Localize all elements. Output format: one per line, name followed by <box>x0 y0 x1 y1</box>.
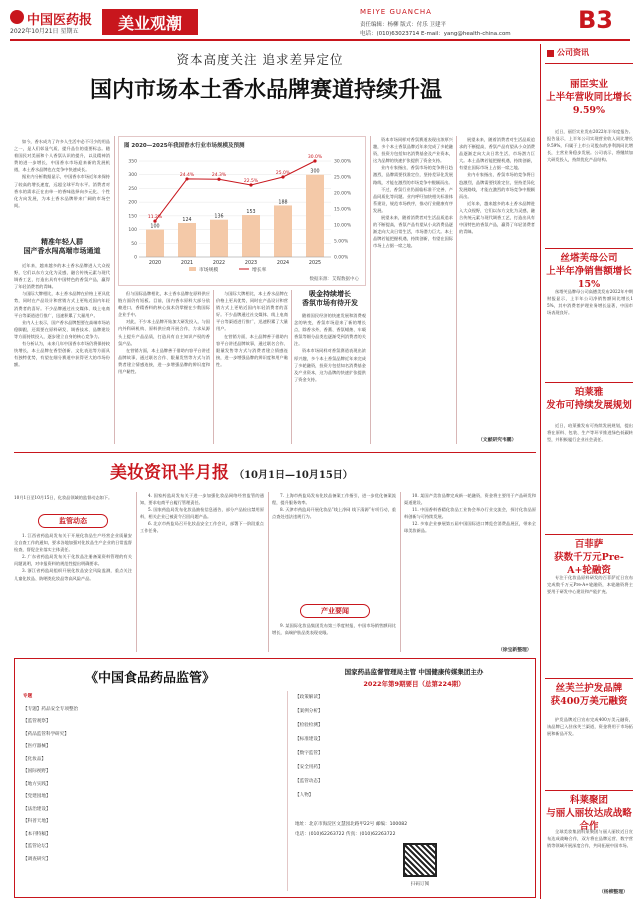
rate-value-label: 24.3% <box>211 173 227 179</box>
chart-box <box>118 136 366 286</box>
rate-value-label: 25.0% <box>275 171 291 176</box>
paragraph: 资本市场同样对香氛赛道表现出浓厚兴趣，多个本土香氛品牌近年来完成了多轮融资，投资方包括知名消费基金及产业资本，这为品牌的快速扩张提供了资金支持。 <box>373 137 453 164</box>
ad-item: 【调查研究】 <box>23 856 51 862</box>
semimonthly-col1 <box>14 532 132 652</box>
column-rule <box>268 492 269 652</box>
sidebar-item-body: 护发品牌近日宣布完成400万美元融资，该品牌已入驻丝芙兰渠道，资金将用于市场拓展和新品开发。 <box>547 717 633 737</box>
news-item: 3. 浙江省药监局组织开展化妆品安全风险监测，重点关注儿童化妆品、防晒类化妆品等高风险产品。 <box>14 568 132 581</box>
news-item: 9. 某国际化妆品集团发布第三季度财报，中国市场销售额同比增长，高端护肤品类表现亮眼。 <box>272 623 396 636</box>
sidebar-rule <box>545 678 633 679</box>
chart-title: 图 2020—2025年我国香水行业市场规模及预测 <box>124 143 245 149</box>
news-item: 8. 天津市药监局开展化妆品“线上净网 线下清源”专项行动，重点查处违法违规行为。 <box>272 507 396 520</box>
section-banner <box>102 9 198 35</box>
semimonthly-col2 <box>140 492 264 652</box>
chart-bar <box>274 205 292 257</box>
x-tick-label: 2022 <box>212 261 226 266</box>
y-tick-label: 150 <box>128 214 137 220</box>
sidebar-footer: （杨柳整理） <box>599 890 628 895</box>
subheading-line: 精准年轻人群 国产香水闯高端市场通道 <box>23 238 101 255</box>
sidebar-item-title: 丽臣实业 上半年营收同比增长9.59% <box>546 79 632 116</box>
sidebar-rule <box>545 534 633 535</box>
column-rule <box>213 290 214 444</box>
editor-line: 责任编辑：杨柳 版式：付乐 卫建平 <box>360 22 446 28</box>
sidebar-item-body: 专注于化妆品原料研发的百菲萨近日宣布完成数千万元Pre-A+轮融资，本轮融资将主要用于研发中心建设和产能扩充。 <box>547 575 633 595</box>
sidebar-item-body: 丝塔芙品牌母公司高德美发布2022年中期财报显示，上半年公司净销售额同比增长15%，其中消费者护理业务增长显著，中国市场表现良好。 <box>547 289 633 316</box>
lead-body-col2 <box>118 290 210 442</box>
y2-tick-label: 10.00% <box>334 223 352 229</box>
y2-tick-label: 5.00% <box>334 239 349 245</box>
meiye-en: MEIYE GUANCHA <box>360 8 432 16</box>
chart-bar <box>242 215 260 257</box>
paragraph: 业内人士表示，国产香水品牌想要在高端市场站稳脚跟，还需要在原料研发、调香技术、品牌建设等方面持续投入，逐步建立自身的核心竞争力。 <box>14 319 110 339</box>
chart-bar <box>178 223 196 257</box>
ad-item: 【监管观察】 <box>23 719 51 724</box>
column-rule <box>114 136 115 444</box>
y-tick-label: 50 <box>131 241 137 247</box>
chart-bar <box>146 230 164 257</box>
bar-value-label: 188 <box>278 200 288 206</box>
ad-item: 【地方实践】 <box>23 781 51 787</box>
rate-value-label: 22.5% <box>243 179 259 184</box>
ad-item: 【专题】药品安全专项整治 <box>23 706 79 712</box>
date-line: 2022年10月21日 星期五 <box>10 28 79 35</box>
semimonthly-header <box>110 458 440 486</box>
ad-issue: 2022年第9期要目（总第224期） <box>363 680 465 688</box>
ad-item: 【本刊特稿】 <box>23 831 51 837</box>
column-rule <box>400 492 401 652</box>
column-rule <box>291 290 292 444</box>
ad-item: 【数字监管】 <box>295 751 323 756</box>
x-tick-label: 2023 <box>244 261 258 266</box>
y-tick-label: 0 <box>134 255 137 261</box>
lead-body-col4 <box>294 312 366 442</box>
sidebar-item-title: 丝塔芙母公司 上半年净销售额增长15% <box>546 253 632 290</box>
column-rule <box>370 136 371 444</box>
ad-right-list <box>295 691 529 811</box>
x-tick-label: 2024 <box>276 261 290 266</box>
lead-body-col1b <box>14 262 110 442</box>
sidebar-item-title: 科莱聚团 与丽人丽妆达成战略合作 <box>546 795 632 832</box>
ad-item: 【党建园地】 <box>23 794 51 799</box>
ad-item: 【医疗器械】 <box>23 744 51 749</box>
semimonthly-footer: （徐宝新整理） <box>498 648 532 653</box>
news-item: 11. 中国香料香精化妆品工业协会举办行业交流会，探讨化妆品原料创新与可持续发展。 <box>404 507 536 520</box>
journal-ad <box>14 658 536 898</box>
paper-emblem-icon <box>10 10 24 24</box>
phone-line: 电话：(010)63023714 E-mail：yang@health-china.com <box>360 31 511 37</box>
x-tick-label: 2020 <box>148 261 162 266</box>
bar-value-label: 124 <box>182 217 192 223</box>
y-tick-label: 350 <box>128 159 137 165</box>
ad-item: 【法治建设】 <box>23 806 51 812</box>
ad-item: 【人物】 <box>295 793 314 798</box>
ad-divider <box>287 691 288 891</box>
lead-kicker: 资本高度关注 追求差异定位 <box>176 52 344 67</box>
x-tick-label: 2025 <box>308 261 322 266</box>
ad-item: 【检验检测】 <box>295 723 323 728</box>
sidebar-item-body: 近日，丽臣实业发布2022年半年度报告。报告显示，上半年公司实现营业收入同比增长9.59%，归属于上市公司股东的净利润同比增长，主营业务稳步发展。公司表示，将继续加大研发投入，持续优化产品结构。 <box>547 129 633 163</box>
ad-item: 【标准建设】 <box>295 737 323 742</box>
chart-bar <box>306 175 324 257</box>
ad-qr-caption: 扫码订阅 <box>410 882 430 887</box>
y2-tick-label: 20.00% <box>334 191 352 197</box>
bar-value-label: 300 <box>310 169 320 175</box>
rate-value-label: 24.4% <box>179 172 195 178</box>
paragraph: 随着国民经济的快速发展和消费观念的转变，香氛市场迎来了新的增长点，除香水外，香薰、香氛蜡烛、车载香氛等细分品类也逐渐受到消费者的关注。 <box>294 313 366 347</box>
ad-item: 【化妆品】 <box>23 756 46 762</box>
sidebar <box>540 44 636 899</box>
ad-item: 【安全用药】 <box>295 765 323 770</box>
y2-tick-label: 0.00% <box>334 255 349 261</box>
ad-contact: 地址：北京市海淀区文慧园北路甲22号 邮编：100082 <box>295 822 408 827</box>
ad-item: 【案例分析】 <box>295 709 323 714</box>
paragraph: 有分析认为，未来几年中国香水市场仍将保持较快增长，本土品牌在香型创新、文化表达等方面具有独特优势，有望在细分赛道中获得更大的市场份额。 <box>14 341 110 368</box>
column-rule <box>136 492 137 652</box>
masthead-rule <box>10 39 630 41</box>
legend-swatch-bar <box>189 267 196 271</box>
ad-item: 【药品监管科学研究】 <box>23 731 69 737</box>
legend-label: 市场规模 <box>199 268 219 273</box>
news-item: 4. 国家药监局发布关于进一步加强化妆品网络经营监管的通知，要求电商平台履行管理责任。 <box>140 493 264 506</box>
chart-svg <box>119 149 365 285</box>
section-name: 美业观潮 <box>117 14 182 33</box>
bar-value-label: 100 <box>150 224 160 230</box>
sidebar-item-title: 珀莱雅 发布可持续发展规划 <box>546 387 632 411</box>
paragraph: 近年来，越来越多的本土香水品牌进入大众视野，它们以东方文化为灵感，融合传统元素与现代调香工艺，打造出具有中国特色的香氛产品，赢得了年轻消费者的青睐。 <box>459 200 535 235</box>
semimonthly-col4 <box>404 492 536 646</box>
paragraph: 与国际大牌相比，本土香水品牌在价格上更具优势，同时在产品设计和营销方式上更贴近国内年轻消费者的喜好。不少品牌通过社交媒体、线上电商平台等渠道进行推广，迅速积累了大量用户。 <box>216 291 288 332</box>
ad-subtitle: 国家药品监督管理局主管 中国健康传媒集团主办 <box>344 668 484 676</box>
semimonthly-col3 <box>272 492 396 600</box>
bar-value-label: 136 <box>214 214 224 220</box>
sidebar-item-body: 近日，珀莱雅发布可持续发展规划，提出将在原料、包装、生产等环节推进绿色低碳转型，并积极履行企业社会责任。 <box>547 423 633 443</box>
chart-source: 数据来源：艾媒数据中心 <box>309 277 359 282</box>
paragraph: 展望未来，随着消费者对生活品质追求的不断提高，香氛产品有望从小众消费品逐渐走向大众日常生活，市场潜力巨大。本土品牌若能把握机遇，持续创新，有望在国际市场上占据一席之地。 <box>459 137 535 171</box>
masthead <box>0 0 640 44</box>
sidebar-item-title: 丝芙兰护发品牌 获400万美元融资 <box>550 683 628 707</box>
tag-label: 监管动态 <box>59 517 87 525</box>
news-item: 10. 某国产美妆品牌完成新一轮融资，资金将主要用于产品研发和渠道建设。 <box>404 493 536 506</box>
y2-tick-label: 15.00% <box>334 207 352 213</box>
lead-subheading-2 <box>294 290 366 308</box>
article-footer: （文献研究韦鹏） <box>478 438 517 443</box>
ad-phone: 电话：(010)62263722 传真：(010)62263722 <box>295 832 396 837</box>
paragraph: 在营销方面，本土品牌善于借助内容平台讲述品牌故事，通过联名合作、限量发售等方式与消费者建立情感连接，进一步增强品牌的辨识度和用户黏性。 <box>118 347 210 375</box>
ad-item: 【科普天地】 <box>23 819 51 824</box>
paragraph: 不过，香氛行业仍面临标准不完善、产品同质化等问题。业内呼吁加快相关标准体系建设，规范市场秩序，推动行业健康有序发展。 <box>373 186 453 213</box>
news-item: 12. 多家企业参展第五届中国国际进口博览会消费品展区，带来全球美妆新品。 <box>404 521 536 534</box>
tag-label: 产业要闻 <box>321 607 349 615</box>
paragraph: 但与国际品牌相比，本土香水品牌在原料供应链方面仍有短板。目前，国内香水原料大部分依赖进口，香精香料的核心技术仍掌握在少数国际企业手中。 <box>118 291 210 318</box>
y-tick-label: 200 <box>128 200 137 206</box>
y2-tick-label: 25.00% <box>334 175 352 181</box>
news-item: 5. 国家药监局发布化妆品抽检信息通告，部分产品检出禁用原料，相关企业已被责令召回问题产品。 <box>140 507 264 520</box>
sidebar-rule <box>545 63 633 64</box>
lead-body-col3 <box>216 290 288 442</box>
semimonthly-date-range: （10月1日—10月15日） <box>234 470 353 481</box>
semimonthly-intro: 10月1日至10月15日，化妆品领域的监督动态如下。 <box>14 495 113 500</box>
legend-label: 增长率 <box>252 268 267 273</box>
ad-title: 《中国食品药品监管》 <box>84 671 215 686</box>
lead-headline: 国内市场本土香水品牌赛道持续升温 <box>89 77 442 103</box>
subheading-line: 吸金持续增长 香氛市场有待开发 <box>302 290 358 307</box>
tag-regulation <box>38 514 108 528</box>
paragraph: 据业内分析数据显示，中国香水市场近年来保持了较高的增长速度，远超全球平均水平。消费者对香水的需求正在由单一的香味选择向多元化、个性化方向发展，为本土香水品牌带来广阔的市场空间。 <box>14 174 110 208</box>
x-tick-label: 2021 <box>180 261 194 266</box>
sidebar-item-title: 百菲萨 获数千万元Pre-A+轮融资 <box>554 539 624 576</box>
sidebar-rule <box>545 790 633 791</box>
ad-left-list <box>23 691 281 891</box>
lead-body-col1 <box>14 138 110 234</box>
semimonthly-rule-top <box>14 452 536 453</box>
paragraph: 在营销方面，本土品牌善于借助内容平台讲述品牌故事，通过联名合作、限量发售等方式与消费者建立情感连接，进一步增强品牌的辨识度和用户黏性。 <box>216 333 288 367</box>
sidebar-item-body: 全球美妆集团科莱聚团与丽人丽妆近日宣布达成战略合作，双方将在品牌运营、数字营销等领域开展深度合作，共同拓展中国市场。 <box>547 829 633 849</box>
sidebar-rule <box>545 382 633 383</box>
column-rule <box>456 136 457 444</box>
page-number: B3 <box>578 6 613 34</box>
paragraph: 如今，香水成为了许多人生活中必不可少的用品之一，是人们彰显气质、提升品位的重要标志。随着国民对美丽和个人香氛认识的提升，以及精神消费的进一步增长，中国香水市场迎来新的发展机遇，本土香水品牌也在竞争中快速成长。 <box>14 139 110 173</box>
news-item: 1. 江西省药监局发布关于开展化妆品生产经营企业质量安全自查工作的通知，要求各地加强对化妆品生产企业的日常监督检查，督促企业落实主体责任。 <box>14 533 132 553</box>
paragraph: 与国际大牌相比，本土香水品牌在价格上更具优势，同时在产品设计和营销方式上更贴近国内年轻消费者的喜好。不少品牌通过社交媒体、线上电商平台等渠道进行推广，迅速积累了大量用户。 <box>14 291 110 318</box>
ad-item: 【政策解读】 <box>295 695 323 700</box>
y-tick-label: 100 <box>128 228 137 234</box>
paragraph: 近年来，越来越多的本土香水品牌进入大众视野，它们以东方文化为灵感，融合传统元素与现代调香工艺，打造出具有中国特色的香氛产品，赢得了年轻消费者的青睐。 <box>14 263 110 290</box>
sidebar-section-title: 公司资讯 <box>557 48 589 57</box>
paragraph: 资本市场同样对香氛赛道表现出浓厚兴趣，多个本土香氛品牌近年来完成了多轮融资，投资方包括知名消费基金及产业资本，这为品牌的快速扩张提供了资金支持。 <box>294 348 366 382</box>
ad-item: 【监管论坛】 <box>23 844 51 849</box>
qr-code-icon <box>403 843 437 877</box>
semimonthly-col3b <box>272 622 396 652</box>
ad-item: 【国际视野】 <box>23 769 51 774</box>
news-item: 6. 北京市药监局召开化妆品安全工作会议，部署下一阶段重点工作任务。 <box>140 521 264 534</box>
ad-item: 专题 <box>23 694 33 699</box>
ad-item: 【监管动态】 <box>295 779 323 784</box>
sidebar-header <box>545 47 635 61</box>
sidebar-rule <box>545 248 633 249</box>
y-tick-label: 300 <box>128 173 137 179</box>
rate-value-label: 30.0% <box>307 155 323 160</box>
chart-bar <box>210 220 228 257</box>
y2-tick-label: 30.00% <box>334 159 352 165</box>
rate-value-label: 11.2% <box>147 215 163 221</box>
square-bullet-icon <box>547 50 554 57</box>
paragraph: 业内专家指出，香氛市场的竞争将日趋激烈，品牌需要找准定位，坚持差异化发展路线，才能在激烈的市场竞争中脱颖而出。 <box>373 165 453 185</box>
semimonthly-title: 美妆资讯半月报 <box>110 463 229 483</box>
news-item: 7. 上海市药监局发布化妆品备案工作指引，进一步优化备案流程，提升服务效率。 <box>272 493 396 506</box>
tag-industry <box>300 604 370 618</box>
paper-name: 中国医药报 <box>27 13 93 28</box>
paragraph: 展望未来，随着消费者对生活品质追求的不断提高，香氛产品有望从小众消费品逐渐走向大众日常生活，市场潜力巨大。本土品牌若能把握机遇，持续创新，有望在国际市场上占据一席之地。 <box>373 215 453 249</box>
lead-subheading-1 <box>14 238 110 256</box>
news-item: 2. 广东省药监局发布关于化妆品注册备案资料管理的有关问题说明，对申报资料的规范性提出明确要求。 <box>14 554 132 567</box>
paragraph: 业内专家指出，香氛市场的竞争将日趋激烈，品牌需要找准定位，坚持差异化发展路线，才能在激烈的市场竞争中脱颖而出。 <box>459 172 535 199</box>
bar-value-label: 153 <box>246 210 256 216</box>
paragraph: 对此，不少本土品牌开始加大研发投入，与国内外科研机构、原料供应商开展合作，力求从源头上提升产品品质，打造具有自主知识产权的香氛产品。 <box>118 319 210 346</box>
y-tick-label: 250 <box>128 186 137 192</box>
lead-body-col6 <box>459 136 535 434</box>
lead-body-col5 <box>373 136 453 442</box>
